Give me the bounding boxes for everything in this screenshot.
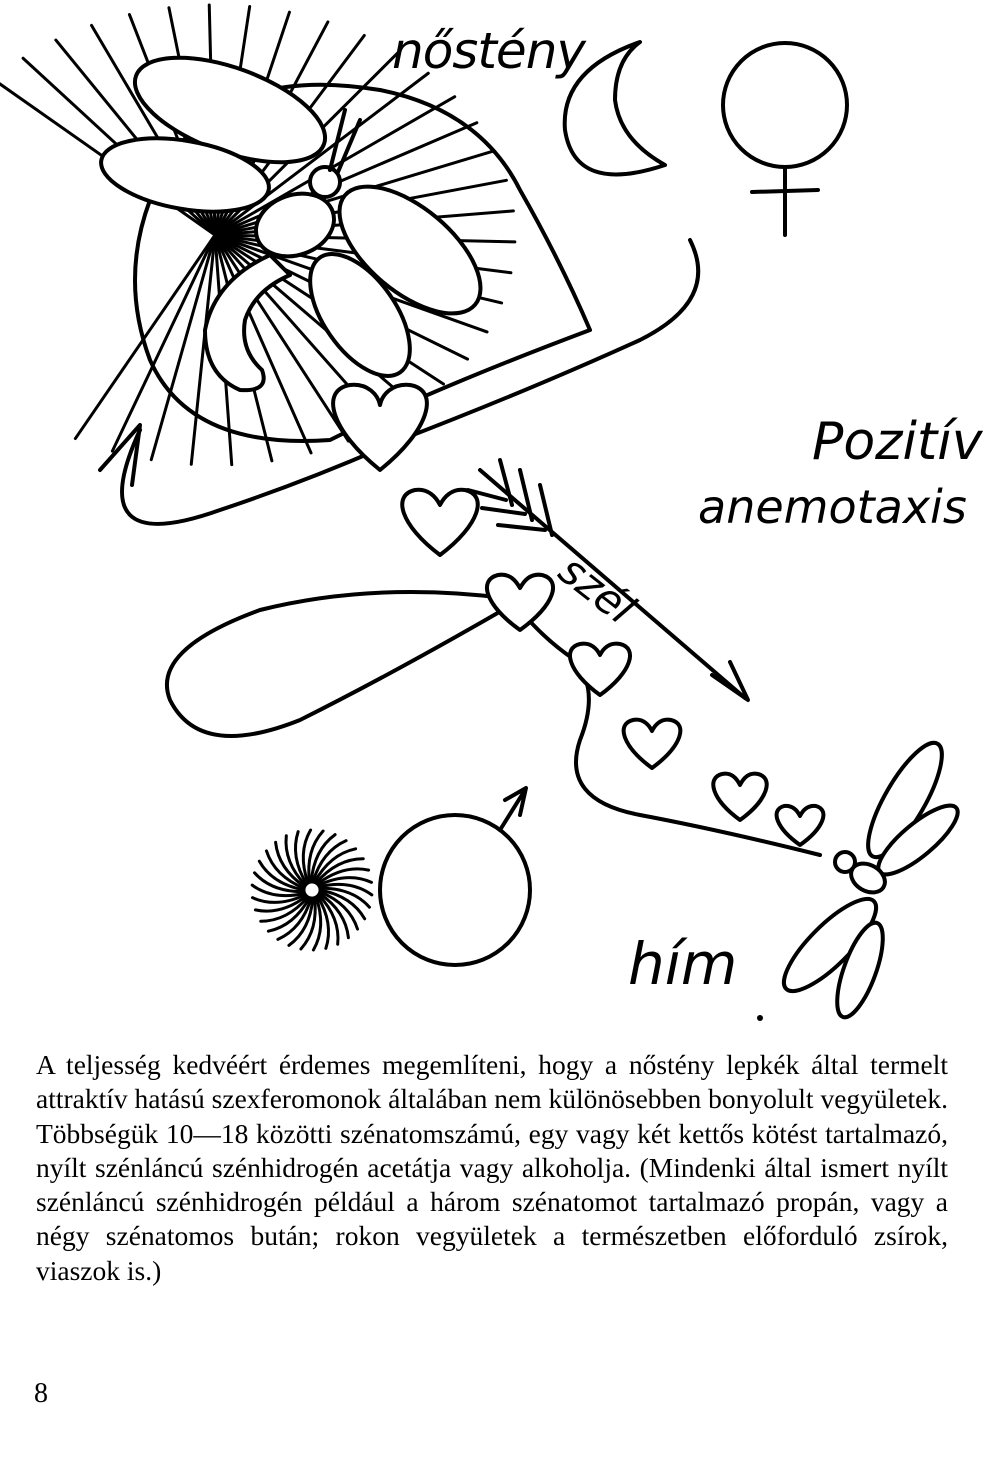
ink-dot [757,1015,763,1021]
female-moth [95,36,502,393]
label-anemotaxis: anemotaxis [698,480,967,534]
body-paragraph: A teljesség kedvéért érdemes megemlíteni, hogy a nőstény lepkék által termelt attraktív hatású szexferomonok általában nem különösebben bonyolult vegyületek. Többségük 10—18 közötti szénatomszámú, egy vagy két kettős kötést tartalmazó, nyílt szénláncú szénhidrogén acetátja vagy alkoholja. (Mindenki által ismert nyílt szénláncú szénhidrogén például a három szénatomot tartalmazó propán, vagy a négy szénatomos bután; rokon vegyületek a természetben előforduló zsírok, viaszok is.) [36,1049,948,1286]
male-moth [772,734,967,1023]
label-female: nőstény [392,22,585,80]
label-wind: szél [549,545,645,634]
sun-burst-icon [252,830,372,950]
label-male: hím [628,930,738,998]
page-number: 8 [34,1378,48,1409]
label-positive: Pozitív [812,412,983,472]
hatch-line [75,235,215,439]
venus-symbol-icon [723,43,847,235]
airflow-arc-lower [167,592,520,736]
mars-symbol-icon [380,788,530,965]
